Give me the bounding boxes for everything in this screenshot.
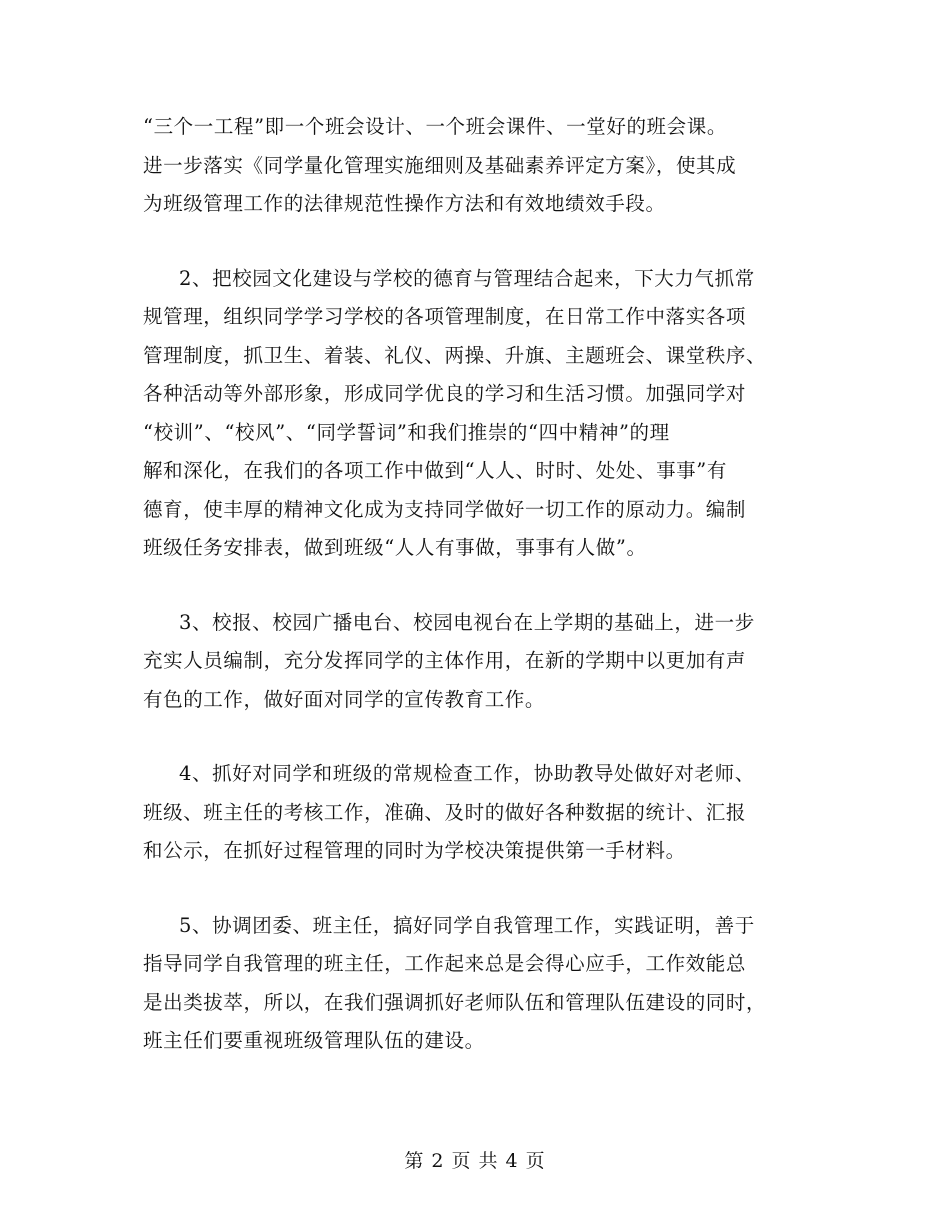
text-line: 是出类拔萃，所以，在我们强调抓好老师队伍和管理队伍建设的同时， bbox=[143, 990, 767, 1014]
paragraph-gap bbox=[143, 871, 808, 907]
paragraph-gap bbox=[143, 719, 808, 755]
paragraph-gap bbox=[143, 224, 808, 260]
paragraph-gap bbox=[143, 568, 808, 604]
paragraph-1 bbox=[143, 108, 808, 224]
text-line: “校训”、“校风”、“同学誓词”和我们推崇的“四中精神”的理 bbox=[143, 420, 670, 444]
text-line: 班主任们要重视班级管理队伍的建设。 bbox=[143, 1029, 485, 1052]
text-line: 有色的工作，做好面对同学的宣传教育工作。 bbox=[143, 687, 546, 711]
text-line: 为班级管理工作的法律规范性操作方法和有效地绩效手段。 bbox=[143, 192, 666, 215]
paragraph-3 bbox=[143, 604, 808, 720]
page-number-footer: 第 2 页 共 4 页 bbox=[404, 1150, 546, 1172]
paragraph-2 bbox=[143, 260, 808, 568]
text-line: 班级任务安排表，做到班级“人人有事做，事事有人做”。 bbox=[143, 536, 647, 559]
text-line: 指导同学自我管理的班主任，工作起来总是会得心应手，工作效能总 bbox=[143, 952, 747, 975]
paragraph-5 bbox=[143, 907, 808, 1061]
text-line: 管理制度，抓卫生、着装、礼仪、两操、升旗、主题班会、课堂秩序、 bbox=[143, 343, 767, 367]
text-line: 充实人员编制，充分发挥同学的主体作用，在新的学期中以更加有声 bbox=[143, 649, 747, 672]
text-line: 3、校报、校园广播电台、校园电视台在上学期的基础上，进一步 bbox=[179, 610, 755, 634]
text-line: 5、协调团委、班主任，搞好同学自我管理工作，实践证明，善于 bbox=[179, 913, 755, 937]
text-line: 4、抓好对同学和班级的常规检查工作，协助教导处做好对老师、 bbox=[179, 762, 755, 785]
text-line: 2、把校园文化建设与学校的德育与管理结合起来，下大力气抓常 bbox=[179, 266, 755, 290]
text-line: 和公示，在抓好过程管理的同时为学校决策提供第一手材料。 bbox=[143, 839, 686, 862]
text-line: 德育，使丰厚的精神文化成为支持同学做好一切工作的原动力。编制 bbox=[143, 497, 747, 521]
text-line: 班级、班主任的考核工作，准确、及时的做好各种数据的统计、汇报 bbox=[143, 800, 747, 824]
text-line: 解和深化，在我们的各项工作中做到“人人、时时、处处、事事”有 bbox=[143, 459, 727, 482]
text-line: “三个一工程”即一个班会设计、一个班会课件、一堂好的班会课。 bbox=[143, 115, 727, 138]
text-line: 进一步落实《同学量化管理实施细则及基础素养评定方案》，使其成 bbox=[143, 153, 737, 177]
paragraph-4 bbox=[143, 755, 808, 871]
text-line: 规管理，组织同学学习学校的各项管理制度，在日常工作中落实各项 bbox=[143, 305, 747, 328]
document-body bbox=[143, 108, 808, 1061]
text-line: 各种活动等外部形象，形成同学优良的学习和生活习惯。加强同学对 bbox=[143, 382, 747, 405]
